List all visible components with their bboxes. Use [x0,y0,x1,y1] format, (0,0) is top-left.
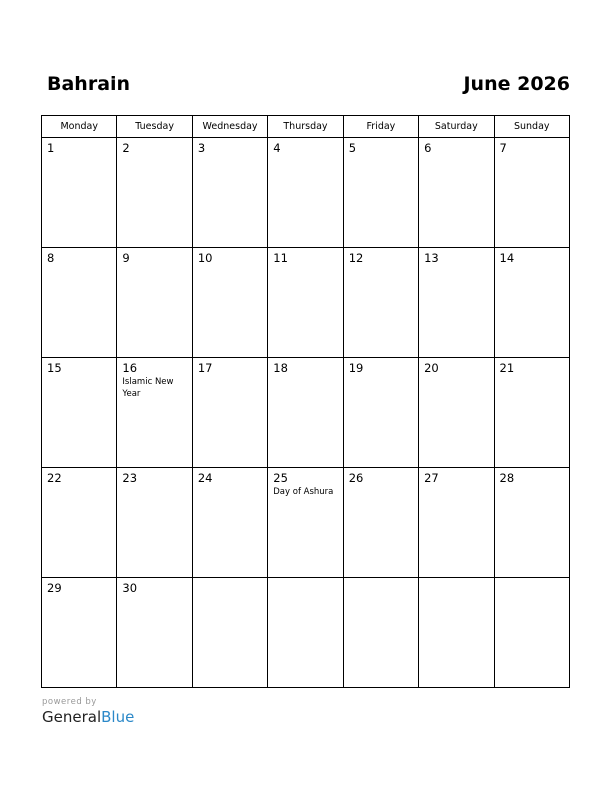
empty-day-cell [419,578,494,688]
day-number [193,578,267,581]
weekday-header: Sunday [494,116,569,138]
day-number: 12 [348,251,364,265]
day-cell[interactable] [42,578,117,688]
day-number: 9 [122,251,130,265]
day-cell[interactable] [419,138,494,248]
day-cell[interactable] [117,468,192,578]
day-cell[interactable] [117,578,192,688]
day-number: 3 [197,141,206,155]
day-number: 7 [499,141,507,155]
day-cell[interactable] [268,248,343,358]
day-number [419,578,493,581]
weekday-header: Monday [42,116,117,138]
day-cell[interactable] [42,358,117,468]
empty-day-cell [343,578,418,688]
day-number: 22 [47,471,62,485]
day-number: 15 [47,361,62,375]
day-number: 28 [499,471,515,485]
brand-blue-text: Blue [101,708,135,726]
day-number: 30 [122,581,138,595]
weekday-header: Thursday [268,116,343,138]
day-cell[interactable] [42,248,117,358]
day-number: 19 [348,361,364,375]
week-row [42,468,570,578]
weekday-header: Friday [343,116,418,138]
weekday-header: Saturday [419,116,494,138]
week-row [42,248,570,358]
day-cell[interactable] [42,138,117,248]
day-cell[interactable] [343,468,418,578]
day-number: 5 [348,141,357,155]
empty-day-cell [268,578,343,688]
week-row [42,358,570,468]
day-cell[interactable] [117,138,192,248]
day-cell[interactable] [494,248,569,358]
day-number: 25 [273,471,288,485]
day-cell[interactable] [343,138,418,248]
day-cell[interactable] [343,358,418,468]
day-cell[interactable] [192,358,267,468]
day-cell[interactable] [494,358,569,468]
day-number: 23 [122,471,138,485]
day-number: 27 [424,471,439,485]
day-number: 6 [424,141,432,155]
day-number: 20 [424,361,439,375]
day-cell[interactable] [494,138,569,248]
holiday-label: Islamic New Year [122,377,174,399]
country-title: Bahrain [47,73,131,95]
day-number: 18 [273,361,288,375]
day-number [344,578,418,581]
empty-day-cell [192,578,267,688]
day-cell[interactable] [343,248,418,358]
day-number: 17 [197,361,213,375]
weekday-header: Tuesday [117,116,192,138]
day-cell[interactable] [117,248,192,358]
day-number: 21 [499,361,515,375]
powered-by-label: powered by [42,697,97,707]
day-cell[interactable] [117,358,192,468]
day-cell[interactable] [419,248,494,358]
month-year-title: June 2026 [463,73,570,95]
day-cell[interactable] [192,138,267,248]
day-number: 10 [197,251,213,265]
day-number [268,578,342,581]
day-cell[interactable] [268,138,343,248]
brand-general-text: General [42,708,102,726]
calendar-grid [41,115,570,688]
day-number: 11 [273,251,288,265]
calendar-header [41,70,570,98]
day-number: 26 [348,471,364,485]
footer-branding [42,697,134,727]
day-cell[interactable] [268,358,343,468]
day-number: 8 [47,251,55,265]
day-cell[interactable] [494,468,569,578]
day-number: 14 [499,251,515,265]
day-number: 24 [197,471,213,485]
day-number: 29 [47,581,62,595]
day-cell[interactable] [192,468,267,578]
empty-day-cell [494,578,569,688]
day-cell[interactable] [42,468,117,578]
day-cell[interactable] [419,468,494,578]
day-number: 1 [47,141,55,155]
day-number [495,578,569,581]
weekday-header: Wednesday [192,116,267,138]
day-cell[interactable] [192,248,267,358]
weekday-header-row [42,116,570,138]
day-number: 4 [273,141,281,155]
day-number: 13 [424,251,439,265]
day-number: 16 [122,361,138,375]
brand-logo[interactable] [42,707,134,727]
day-number: 2 [122,141,130,155]
day-cell[interactable] [419,358,494,468]
week-row [42,138,570,248]
week-row [42,578,570,688]
holiday-label: Day of Ashura [273,487,334,497]
day-cell[interactable] [268,468,343,578]
